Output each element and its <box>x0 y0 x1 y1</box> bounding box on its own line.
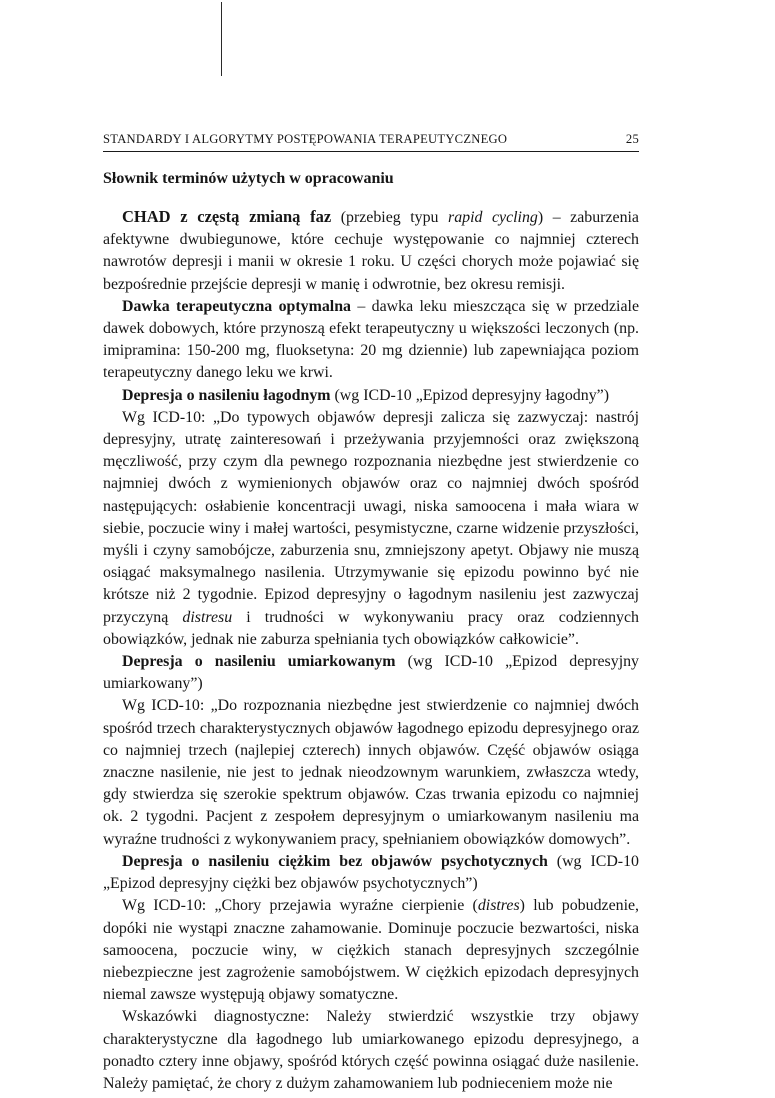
paragraph-umiarkowany-heading <box>103 651 639 695</box>
italic-text: distresu <box>182 608 233 626</box>
paragraph-lagodny-body <box>103 407 639 651</box>
glossary-term: Depresja o nasileniu umiarkowanym <box>122 653 396 671</box>
paragraph-chad <box>103 206 639 296</box>
running-header <box>103 131 639 152</box>
glossary-term: Depresja o nasileniu ciężkim bez objawów psychotycznych <box>122 852 548 870</box>
paragraph-ciezki-body <box>103 895 639 1006</box>
paragraph-text: Wg ICD-10: „Chory przejawia wyraźne cierpienie ( <box>122 897 478 915</box>
paragraph-wskazowki <box>103 1006 639 1095</box>
running-title: STANDARDY I ALGORYTMY POSTĘPOWANIA TERAPEUTYCZNEGO <box>103 132 508 146</box>
page-number: 25 <box>625 132 639 146</box>
glossary-term: Depresja o nasileniu łagodnym <box>122 386 331 404</box>
paragraph-text: ) lub pobudzenie, dopóki nie wystąpi znaczne zahamowanie. Dominuje poczucie bezwartości, niska samoocena, poczucie winy, w ciężkich stanach depresyjnych szczególnie niebezpieczne jest zagrożenie samobójstwem. W ciężkich epizodach depresyjnych niemal zawsze występują objawy somatyczne. <box>103 897 640 1004</box>
paragraph-text: i trudności w wykonywaniu pracy oraz codziennych obowiązków, jednak nie zaburza spełniania tych obowiązków całkowicie”. <box>103 608 639 648</box>
paragraph-umiarkowany-body <box>103 695 639 850</box>
paragraph-ciezki-heading <box>103 851 639 895</box>
paragraph-lagodny-heading <box>103 385 639 407</box>
paragraph-text: (wg ICD-10 „Epizod depresyjny łagodny”) <box>330 386 609 404</box>
paragraph-text: Wg ICD-10: „Do typowych objawów depresji zalicza się zazwyczaj: nastrój depresyjny, utratę zainteresowań i przeżywania przyjemności oraz zwiększoną męczliwość, przy czym dla pewnego rozpoznania niezbędne jest stwierdzenie co najmniej dwóch z wymienionych objawów oraz co najmniej dwóch spośród następujących: osłabienie koncentracji uwagi, niska samoocena i mała wiara w siebie, poczucie winy i małej wartości, pesymistyczne, czarne widzenie przyszłości, myśli i czyny samobójcze, zaburzenia snu, zmniejszony apetyt. Objawy nie muszą osiągać maksymalnego nasilenia. Utrzymywanie się epizodu powinno być nie krótsze niż 2 tygodnie. Epizod depresyjny o łagodnym nasileniu jest zazwyczaj przyczyną <box>103 408 639 626</box>
paragraph-text: ) – zaburzenia afektywne dwubiegunowe, które cechuje występowanie co najmniej czterech nawrotów depresji i manii w okresie 1 roku. U części chorych może pojawiać się bezpośrednie przejście depresji w manię i odwrotnie, bez okresu remisji. <box>103 209 639 293</box>
glossary-term: CHAD z częstą zmianą faz <box>122 207 332 226</box>
glossary-term: Dawka terapeutyczna optymalna <box>122 297 351 315</box>
italic-text: distres <box>477 897 520 915</box>
paragraph-dawka <box>103 296 639 385</box>
paragraph-text: (wg ICD-10 „Epizod depresyjny umiarkowany”) <box>103 653 639 693</box>
paragraph-text: (przebieg typu <box>331 209 449 226</box>
paragraph-text: Wskazówki diagnostyczne: Należy stwierdzić wszystkie trzy objawy charakterystyczne dla łagodnego lub umiarkowanego epizodu depresyjnego, a ponadto cztery inne objawy, spośród których część powinna osiągać duże nasilenie. Należy pamiętać, że chory z dużym zahamowaniem lub podnieceniem może nie <box>103 1008 639 1092</box>
paragraph-text: (wg ICD-10 „Epizod depresyjny ciężki bez objawów psychotycznych”) <box>103 852 639 893</box>
paragraph-text: – dawka leku mieszcząca się w przedziale dawek dobowych, które przynoszą efekt terapeutyczny u większości leczonych (np. imipramina: 150-200 mg, fluoksetyna: 20 mg dziennie) lub zapewniająca poziom terapeutyczny danego leku we krwi. <box>103 297 639 382</box>
binding-margin-line <box>221 2 222 76</box>
glossary-body <box>103 206 639 1095</box>
section-title: Słownik terminów użytych w opracowaniu <box>103 170 394 187</box>
italic-text: rapid cycling <box>448 209 538 226</box>
paragraph-text: Wg ICD-10: „Do rozpoznania niezbędne jest stwierdzenie co najmniej dwóch spośród trzech charakterystycznych objawów łagodnego epizodu depresyjnego oraz co najmniej trzech (najlepiej czterech) innych objawów. Część objawów osiąga znaczne nasilenie, nie jest to jednak nieodzownym warunkiem, zwłaszcza wtedy, gdy stwierdza się szerokie spektrum objawów. Czas trwania epizodu co najmniej ok. 2 tygodni. Pacjent z zespołem depresyjnym o umiarkowanym nasileniu ma wyraźne trudności z wykonywaniem pracy, spełnianiem obowiązków domowych”. <box>103 697 639 848</box>
